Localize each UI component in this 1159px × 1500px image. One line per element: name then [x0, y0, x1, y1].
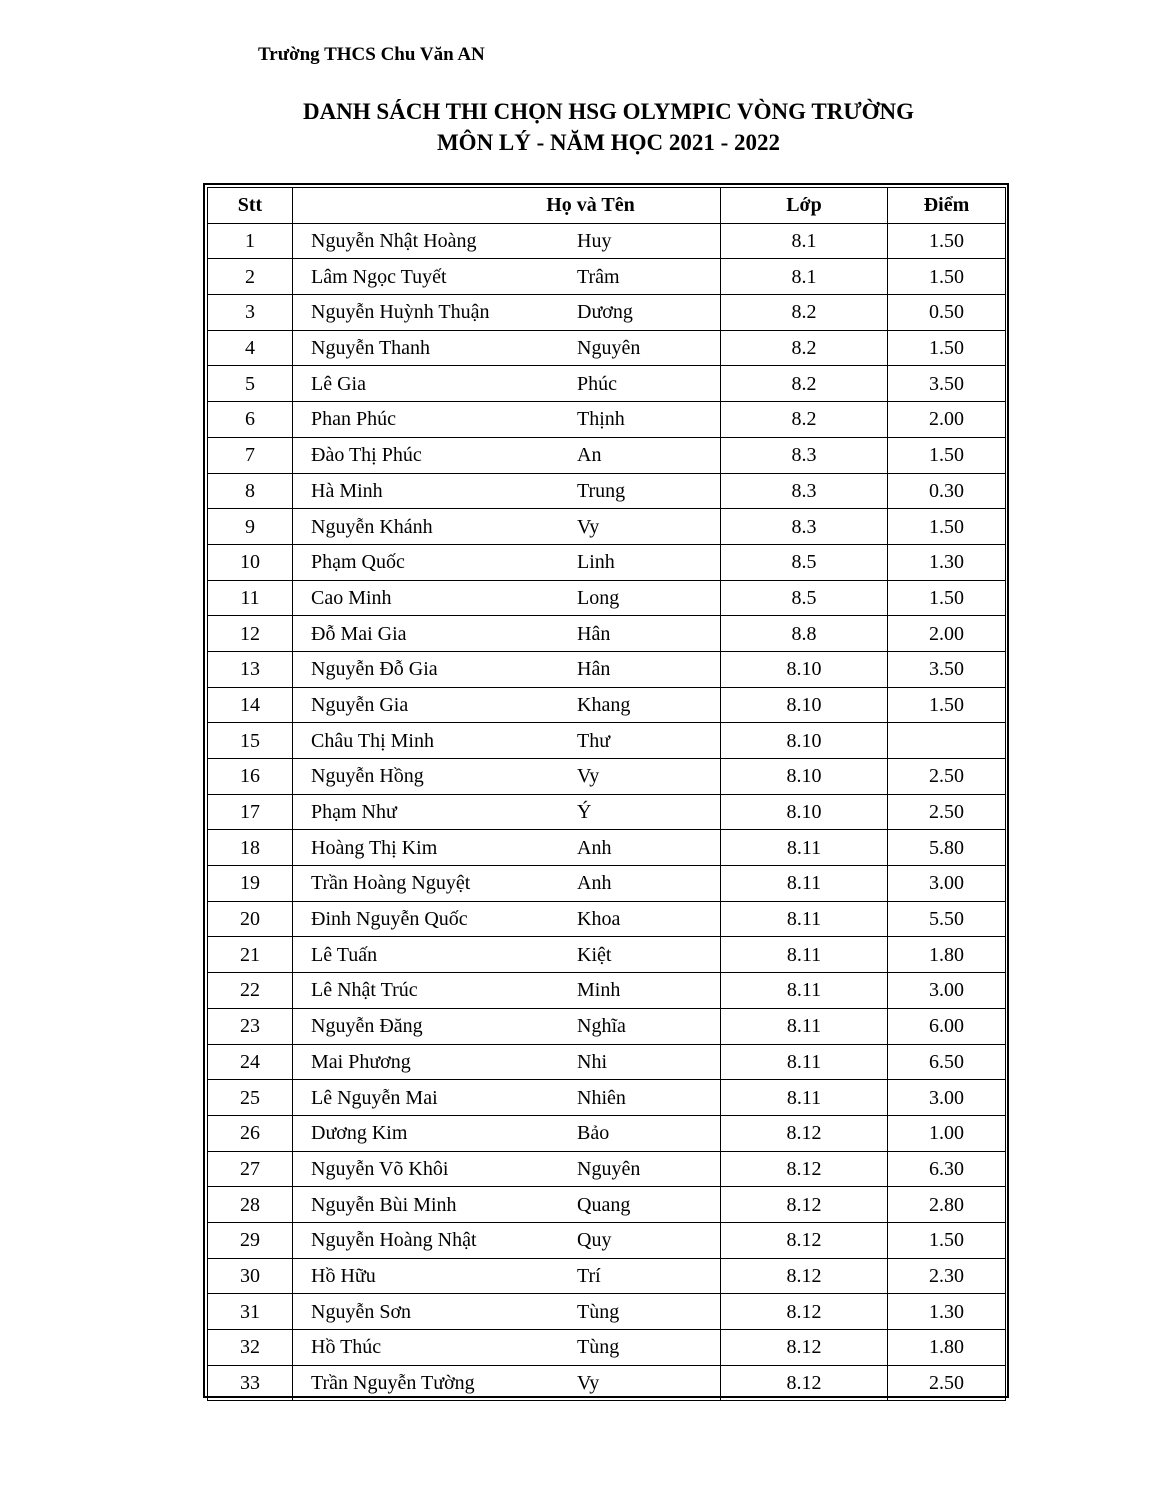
cell-class: 8.1 [721, 259, 888, 295]
cell-last-name: Nguyễn Đỗ Gia [311, 658, 438, 681]
cell-class: 8.8 [721, 616, 888, 652]
cell-last-name: Lâm Ngọc Tuyết [311, 265, 447, 288]
cell-score: 5.80 [888, 830, 1006, 866]
cell-last-name: Phạm Quốc [311, 551, 405, 574]
cell-last-name: Nguyễn Nhật Hoàng [311, 230, 477, 253]
cell-stt: 22 [208, 973, 293, 1009]
header-class: Lớp [721, 188, 888, 224]
cell-stt: 18 [208, 830, 293, 866]
cell-score: 3.50 [888, 651, 1006, 687]
cell-score: 5.50 [888, 901, 1006, 937]
cell-full-name [293, 580, 721, 616]
cell-class: 8.2 [721, 295, 888, 331]
cell-class: 8.3 [721, 473, 888, 509]
cell-last-name: Hà Minh [311, 479, 383, 502]
cell-score: 1.30 [888, 1294, 1006, 1330]
cell-score: 1.50 [888, 687, 1006, 723]
cell-class: 8.5 [721, 580, 888, 616]
cell-first-name: Nghĩa [577, 1015, 626, 1038]
cell-last-name: Nguyễn Võ Khôi [311, 1157, 449, 1180]
cell-full-name [293, 1222, 721, 1258]
cell-score: 2.80 [888, 1187, 1006, 1223]
table-row [208, 1294, 1006, 1330]
table-row [208, 759, 1006, 795]
cell-last-name: Phan Phúc [311, 408, 396, 431]
cell-first-name: Trí [577, 1264, 601, 1287]
cell-last-name: Nguyễn Hoàng Nhật [311, 1229, 477, 1252]
cell-full-name [293, 1258, 721, 1294]
cell-full-name [293, 1080, 721, 1116]
cell-score: 2.50 [888, 759, 1006, 795]
table-row [208, 1115, 1006, 1151]
cell-first-name: Quy [577, 1229, 612, 1252]
cell-score: 0.50 [888, 295, 1006, 331]
cell-full-name [293, 794, 721, 830]
cell-first-name: Vy [577, 515, 600, 538]
cell-class: 8.12 [721, 1115, 888, 1151]
cell-first-name: Bảo [577, 1122, 610, 1145]
cell-first-name: An [577, 444, 602, 467]
cell-class: 8.10 [721, 687, 888, 723]
cell-first-name: Phúc [577, 372, 617, 395]
cell-score: 2.50 [888, 794, 1006, 830]
cell-class: 8.11 [721, 901, 888, 937]
cell-last-name: Nguyễn Sơn [311, 1300, 412, 1323]
cell-score: 1.50 [888, 259, 1006, 295]
table-row [208, 295, 1006, 331]
cell-first-name: Trâm [577, 265, 620, 288]
cell-score: 1.50 [888, 223, 1006, 259]
table-row [208, 651, 1006, 687]
cell-last-name: Cao Minh [311, 586, 392, 609]
cell-stt: 9 [208, 509, 293, 545]
cell-full-name [293, 1187, 721, 1223]
table-row [208, 866, 1006, 902]
cell-score: 1.50 [888, 509, 1006, 545]
header-stt: Stt [208, 188, 293, 224]
table-row [208, 723, 1006, 759]
cell-class: 8.12 [721, 1151, 888, 1187]
cell-score: 2.30 [888, 1258, 1006, 1294]
cell-first-name: Anh [577, 836, 612, 859]
table-row [208, 402, 1006, 438]
cell-first-name: Minh [577, 979, 621, 1002]
cell-class: 8.10 [721, 651, 888, 687]
cell-full-name [293, 544, 721, 580]
cell-class: 8.11 [721, 1080, 888, 1116]
cell-last-name: Đinh Nguyễn Quốc [311, 908, 468, 931]
header-name-label: Họ và Tên [546, 194, 635, 217]
table-header-row [208, 188, 1006, 224]
cell-stt: 20 [208, 901, 293, 937]
table-row [208, 1258, 1006, 1294]
table-row [208, 830, 1006, 866]
cell-last-name: Trần Hoàng Nguyệt [311, 872, 471, 895]
cell-first-name: Ý [577, 801, 592, 824]
table-row [208, 1222, 1006, 1258]
cell-score: 1.80 [888, 937, 1006, 973]
cell-full-name [293, 402, 721, 438]
cell-class: 8.11 [721, 866, 888, 902]
cell-first-name: Hân [577, 622, 611, 645]
cell-score: 0.30 [888, 473, 1006, 509]
table-row [208, 544, 1006, 580]
cell-first-name: Linh [577, 551, 615, 574]
cell-last-name: Nguyễn Bùi Minh [311, 1193, 457, 1216]
cell-score: 1.50 [888, 580, 1006, 616]
table-row [208, 937, 1006, 973]
table-row [208, 1008, 1006, 1044]
cell-last-name: Đỗ Mai Gia [311, 622, 407, 645]
cell-stt: 2 [208, 259, 293, 295]
cell-score: 2.00 [888, 402, 1006, 438]
cell-stt: 21 [208, 937, 293, 973]
table-row [208, 973, 1006, 1009]
cell-stt: 32 [208, 1330, 293, 1366]
cell-first-name: Anh [577, 872, 612, 895]
cell-first-name: Khoa [577, 908, 621, 931]
cell-class: 8.5 [721, 544, 888, 580]
cell-last-name: Nguyễn Huỳnh Thuận [311, 301, 490, 324]
table-row [208, 259, 1006, 295]
cell-score: 6.30 [888, 1151, 1006, 1187]
cell-last-name: Nguyễn Hồng [311, 765, 424, 788]
cell-last-name: Châu Thị Minh [311, 729, 434, 752]
cell-stt: 31 [208, 1294, 293, 1330]
cell-stt: 13 [208, 651, 293, 687]
cell-full-name [293, 1115, 721, 1151]
cell-last-name: Hồ Hữu [311, 1264, 376, 1287]
cell-score: 3.00 [888, 973, 1006, 1009]
cell-stt: 28 [208, 1187, 293, 1223]
cell-class: 8.2 [721, 402, 888, 438]
cell-full-name [293, 330, 721, 366]
cell-last-name: Lê Nguyễn Mai [311, 1086, 438, 1109]
cell-first-name: Hân [577, 658, 611, 681]
table-row [208, 1187, 1006, 1223]
cell-full-name [293, 366, 721, 402]
document-title: DANH SÁCH THI CHỌN HSG OLYMPIC VÒNG TRƯỜNG [302, 99, 915, 124]
cell-full-name [293, 437, 721, 473]
student-list-table [207, 187, 1006, 1401]
cell-full-name [293, 509, 721, 545]
cell-score: 1.30 [888, 544, 1006, 580]
cell-stt: 29 [208, 1222, 293, 1258]
document-subtitle: MÔN LÝ - NĂM HỌC 2021 - 2022 [436, 130, 781, 155]
table-row [208, 473, 1006, 509]
cell-score: 2.00 [888, 616, 1006, 652]
cell-class: 8.11 [721, 973, 888, 1009]
cell-first-name: Huy [577, 230, 612, 253]
cell-last-name: Nguyễn Khánh [311, 515, 433, 538]
cell-last-name: Đào Thị Phúc [311, 444, 422, 467]
cell-class: 8.11 [721, 937, 888, 973]
cell-full-name [293, 937, 721, 973]
cell-class: 8.2 [721, 366, 888, 402]
cell-stt: 14 [208, 687, 293, 723]
cell-last-name: Trần Nguyễn Tường [311, 1372, 475, 1395]
cell-score: 3.50 [888, 366, 1006, 402]
cell-full-name [293, 1044, 721, 1080]
table-row [208, 1151, 1006, 1187]
cell-score: 1.00 [888, 1115, 1006, 1151]
cell-class: 8.11 [721, 1008, 888, 1044]
cell-class: 8.12 [721, 1330, 888, 1366]
cell-full-name [293, 295, 721, 331]
cell-class: 8.11 [721, 1044, 888, 1080]
table-row [208, 509, 1006, 545]
cell-first-name: Quang [577, 1193, 631, 1216]
cell-first-name: Vy [577, 765, 600, 788]
cell-stt: 26 [208, 1115, 293, 1151]
cell-full-name [293, 651, 721, 687]
cell-class: 8.3 [721, 437, 888, 473]
cell-full-name [293, 687, 721, 723]
school-name: Trường THCS Chu Văn AN [258, 44, 485, 65]
table-body [208, 223, 1006, 1401]
cell-first-name: Long [577, 586, 620, 609]
cell-score: 6.50 [888, 1044, 1006, 1080]
table-row [208, 687, 1006, 723]
cell-first-name: Nhi [577, 1050, 607, 1073]
cell-stt: 17 [208, 794, 293, 830]
cell-class: 8.10 [721, 723, 888, 759]
cell-full-name [293, 616, 721, 652]
cell-stt: 15 [208, 723, 293, 759]
cell-score: 2.50 [888, 1365, 1006, 1401]
cell-first-name: Thịnh [577, 408, 625, 431]
cell-full-name [293, 1330, 721, 1366]
cell-score: 6.00 [888, 1008, 1006, 1044]
cell-last-name: Hồ Thúc [311, 1336, 382, 1359]
cell-full-name [293, 866, 721, 902]
cell-stt: 5 [208, 366, 293, 402]
cell-class: 8.11 [721, 830, 888, 866]
cell-full-name [293, 1151, 721, 1187]
cell-full-name [293, 759, 721, 795]
cell-stt: 27 [208, 1151, 293, 1187]
cell-last-name: Nguyễn Gia [311, 693, 409, 716]
cell-stt: 8 [208, 473, 293, 509]
cell-stt: 7 [208, 437, 293, 473]
cell-score: 1.50 [888, 330, 1006, 366]
cell-score: 1.50 [888, 437, 1006, 473]
table-row [208, 223, 1006, 259]
cell-last-name: Hoàng Thị Kim [311, 836, 438, 859]
cell-stt: 12 [208, 616, 293, 652]
header-score: Điểm [888, 188, 1006, 224]
table-row [208, 794, 1006, 830]
cell-stt: 10 [208, 544, 293, 580]
cell-stt: 23 [208, 1008, 293, 1044]
cell-class: 8.12 [721, 1222, 888, 1258]
cell-score: 1.50 [888, 1222, 1006, 1258]
cell-last-name: Phạm Như [311, 801, 397, 824]
cell-first-name: Kiệt [577, 943, 612, 966]
cell-last-name: Nguyễn Đăng [311, 1015, 423, 1038]
cell-first-name: Nguyên [577, 337, 641, 360]
cell-full-name [293, 473, 721, 509]
table-row [208, 1080, 1006, 1116]
cell-class: 8.10 [721, 794, 888, 830]
table-row [208, 366, 1006, 402]
cell-class: 8.12 [721, 1187, 888, 1223]
cell-score: 3.00 [888, 1080, 1006, 1116]
cell-first-name: Nhiên [577, 1086, 626, 1109]
cell-score: 3.00 [888, 866, 1006, 902]
cell-full-name [293, 1294, 721, 1330]
cell-full-name [293, 223, 721, 259]
cell-stt: 25 [208, 1080, 293, 1116]
cell-stt: 30 [208, 1258, 293, 1294]
cell-first-name: Trung [577, 479, 626, 502]
cell-stt: 24 [208, 1044, 293, 1080]
table-row [208, 1330, 1006, 1366]
table-row [208, 330, 1006, 366]
cell-full-name [293, 901, 721, 937]
cell-last-name: Lê Tuấn [311, 943, 378, 966]
cell-first-name: Khang [577, 693, 631, 716]
table-row [208, 437, 1006, 473]
cell-full-name [293, 723, 721, 759]
cell-full-name [293, 259, 721, 295]
cell-full-name [293, 1365, 721, 1401]
cell-stt: 33 [208, 1365, 293, 1401]
cell-score [888, 723, 1006, 759]
table-row [208, 1365, 1006, 1401]
table-row [208, 616, 1006, 652]
cell-class: 8.12 [721, 1294, 888, 1330]
table-row [208, 901, 1006, 937]
header-name [293, 188, 721, 224]
cell-full-name [293, 1008, 721, 1044]
cell-score: 1.80 [888, 1330, 1006, 1366]
cell-stt: 6 [208, 402, 293, 438]
cell-full-name [293, 973, 721, 1009]
cell-last-name: Nguyễn Thanh [311, 337, 431, 360]
cell-stt: 16 [208, 759, 293, 795]
cell-class: 8.1 [721, 223, 888, 259]
cell-first-name: Dương [577, 301, 633, 324]
cell-last-name: Lê Gia [311, 372, 366, 395]
cell-first-name: Thư [577, 729, 611, 752]
cell-stt: 11 [208, 580, 293, 616]
table-row [208, 580, 1006, 616]
cell-class: 8.12 [721, 1365, 888, 1401]
cell-full-name [293, 830, 721, 866]
cell-class: 8.10 [721, 759, 888, 795]
cell-stt: 4 [208, 330, 293, 366]
cell-first-name: Tùng [577, 1336, 620, 1359]
cell-stt: 1 [208, 223, 293, 259]
cell-class: 8.3 [721, 509, 888, 545]
cell-class: 8.2 [721, 330, 888, 366]
cell-first-name: Tùng [577, 1300, 620, 1323]
table-row [208, 1044, 1006, 1080]
cell-stt: 19 [208, 866, 293, 902]
cell-last-name: Mai Phương [311, 1050, 411, 1073]
cell-stt: 3 [208, 295, 293, 331]
cell-last-name: Lê Nhật Trúc [311, 979, 418, 1002]
cell-class: 8.12 [721, 1258, 888, 1294]
cell-last-name: Dương Kim [311, 1122, 408, 1145]
cell-first-name: Nguyên [577, 1157, 641, 1180]
cell-first-name: Vy [577, 1372, 600, 1395]
